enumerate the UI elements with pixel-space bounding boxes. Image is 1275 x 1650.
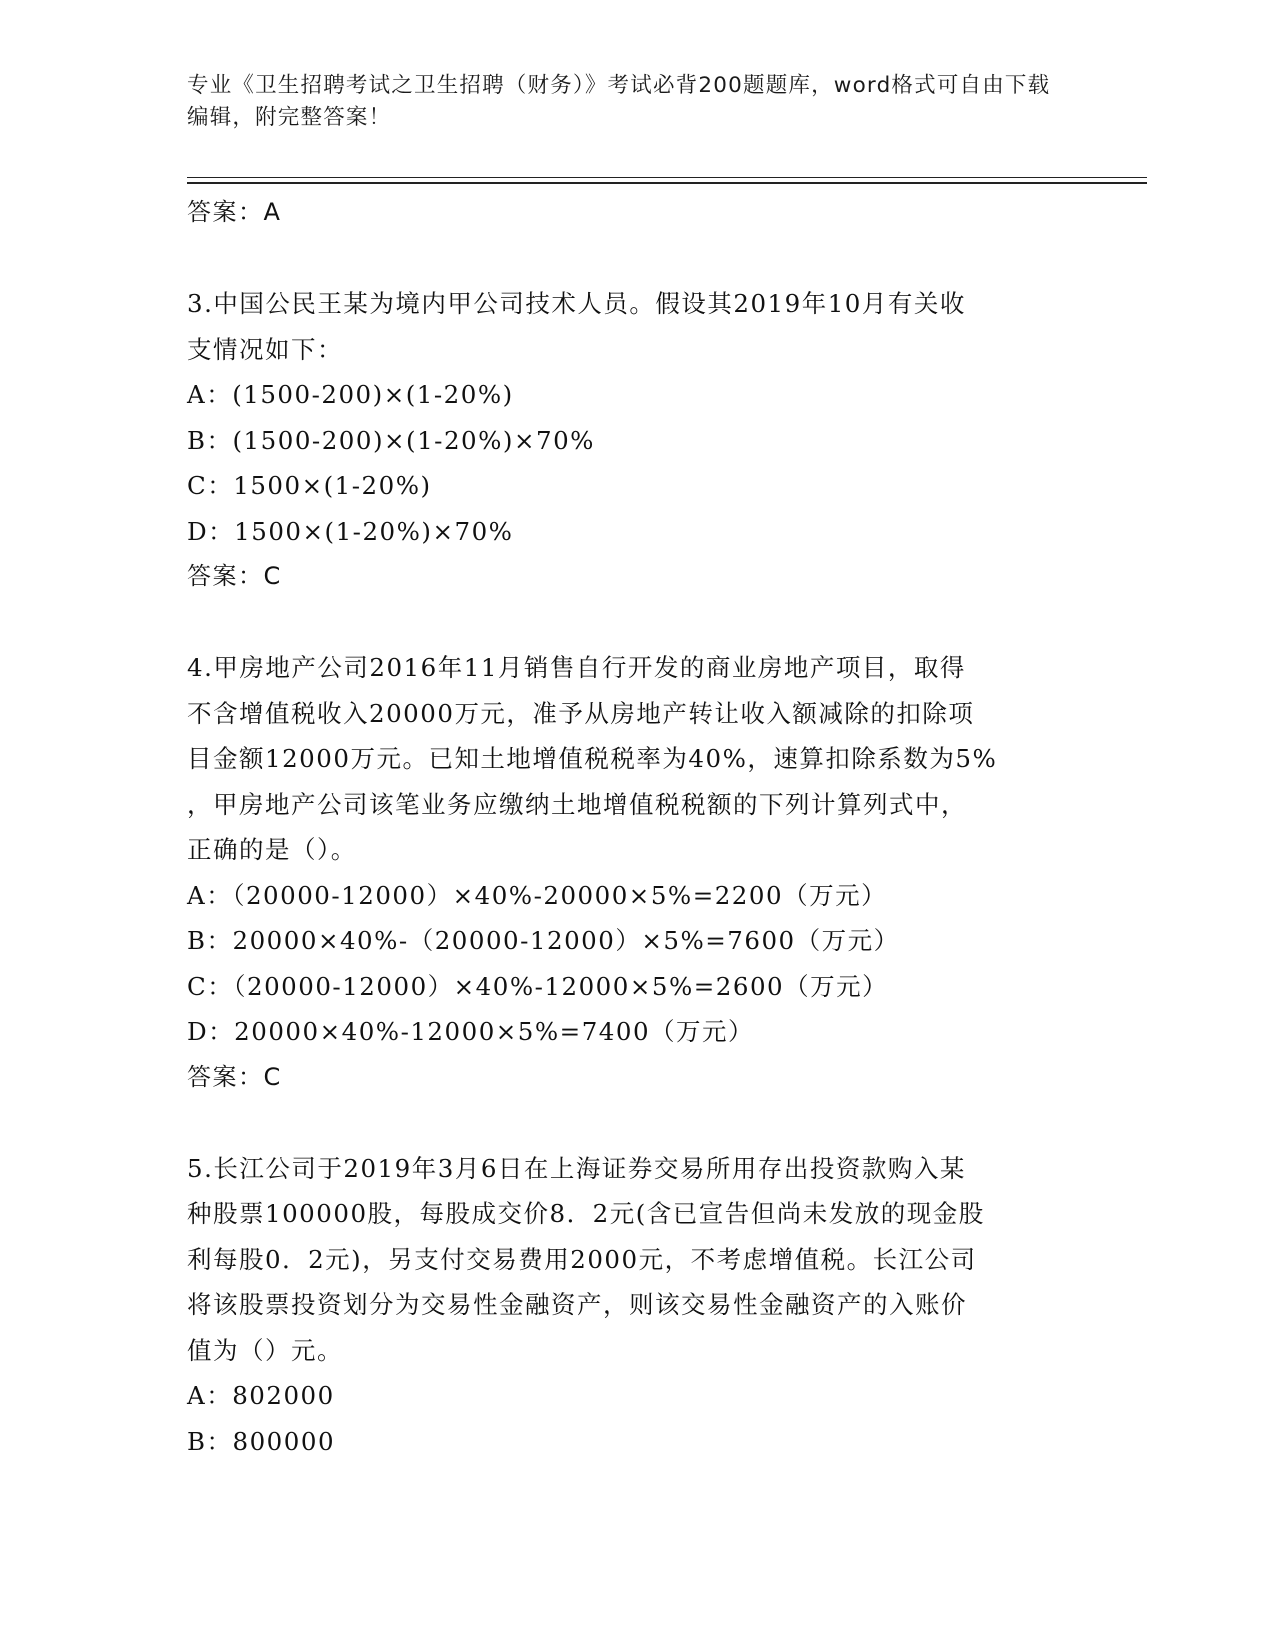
option-b: B：20000×40%-（20000-12000）×5%=7600（万元） [187, 926, 900, 955]
question-stem-line: 4.甲房地产公司2016年11月销售自行开发的商业房地产项目，取得 [187, 653, 966, 682]
spacer [187, 600, 1087, 646]
question-4 [187, 645, 1087, 1100]
answer-line: 答案：C [187, 562, 282, 590]
option-b: B：(1500-200)×(1-20%)×70% [187, 425, 595, 455]
question-stem-line: ，甲房地产公司该笔业务应缴纳土地增值税税额的下列计算列式中， [187, 789, 967, 819]
document-header: 专业《卫生招聘考试之卫生招聘（财务）》考试必背200题题库，word格式可自由下载编辑，附完整答案！ [187, 73, 1051, 130]
header-divider-double [187, 182, 1147, 184]
question-stem-line: 种股票100000股，每股成交价8．2元(含已宣告但尚未发放的现金股 [187, 1199, 985, 1228]
option-d: D：1500×(1-20%)×70% [187, 516, 514, 546]
option-a: A：（20000-12000）×40%-20000×5%=2200（万元） [187, 880, 888, 910]
answer-line: 答案：A [187, 198, 282, 226]
header-divider [187, 177, 1147, 178]
option-a: A：802000 [187, 1381, 335, 1410]
question-stem-line: 3.中国公民王某为境内甲公司技术人员。假设其2019年10月有关收 [187, 289, 966, 318]
answer-line: 答案：C [187, 1062, 282, 1091]
option-b: B：800000 [187, 1426, 336, 1456]
option-d: D：20000×40%-12000×5%=7400（万元） [187, 1017, 755, 1046]
question-3 [187, 281, 1087, 600]
question-stem-line: 正确的是（）。 [187, 835, 357, 864]
question-stem-line: 目金额12000万元。已知土地增值税税率为40%，速算扣除系数为5% [187, 744, 998, 773]
document-body [187, 190, 1087, 1464]
question-stem-line: 值为（）元。 [187, 1335, 343, 1365]
option-c: C：1500×(1-20%) [187, 471, 432, 500]
question-stem-line: 将该股票投资划分为交易性金融资产，则该交易性金融资产的入账价 [187, 1290, 967, 1319]
question-stem-line: 5.长江公司于2019年3月6日在上海证券交易所用存出投资款购入某 [187, 1153, 966, 1183]
option-a: A：(1500-200)×(1-20%) [187, 380, 514, 409]
spacer [187, 236, 1087, 282]
option-c: C：（20000-12000）×40%-12000×5%=2600（万元） [187, 971, 889, 1001]
spacer [187, 1100, 1087, 1146]
question-5 [187, 1146, 1087, 1465]
question-stem-line: 支情况如下： [187, 334, 343, 364]
question-stem-line: 利每股0．2元)，另支付交易费用2000元，不考虑增值税。长江公司 [187, 1244, 977, 1274]
question-stem-line: 不含增值税收入20000万元，准予从房地产转让收入额减除的扣除项 [187, 698, 975, 728]
